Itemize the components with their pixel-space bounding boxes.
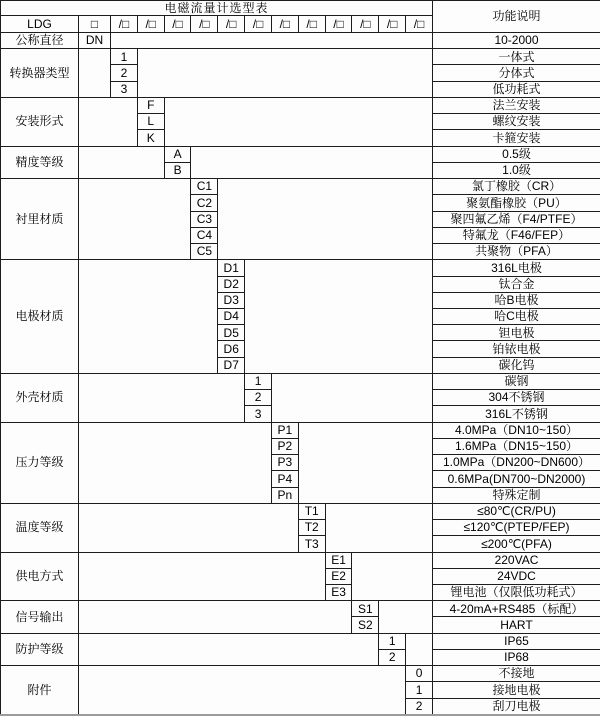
group-label-13: 附件: [1, 666, 79, 715]
spacer-left-12: [79, 633, 379, 665]
option-code-12-1: 1: [379, 633, 406, 649]
spacer-right-12: [406, 633, 433, 665]
option-desc-11-1: 4-20mA+RS485（标配）: [432, 601, 600, 617]
spacer-left-10: [79, 552, 326, 601]
option-desc-8-4: 0.6MPa(DN700~DN2000): [432, 471, 600, 487]
option-desc-9-3: ≤200℃(PFA): [432, 536, 600, 552]
option-code-2-3: 3: [111, 81, 138, 97]
option-desc-10-3: 锂电池（仅限低功耗式）: [432, 584, 600, 600]
option-desc-3-2: 螺纹安装: [432, 114, 600, 130]
spacer-left-5: [79, 179, 191, 260]
spacer-left-3: [79, 97, 138, 146]
spacer-right-10: [352, 552, 433, 601]
group-label-7: 外壳材质: [1, 373, 79, 422]
model-slot-3: /□: [164, 16, 191, 33]
option-desc-8-3: 1.0MPa（DN200~DN600）: [432, 455, 600, 471]
option-desc-12-2: IP68: [432, 649, 600, 665]
model-slot-9: /□: [325, 16, 352, 33]
option-code-7-3: 3: [245, 406, 272, 422]
table-body: [1, 1, 600, 715]
option-code-6-1: D1: [218, 260, 245, 276]
function-header: 功能说明: [432, 1, 600, 33]
option-code-6-3: D3: [218, 292, 245, 308]
option-code-3-1: F: [137, 97, 164, 113]
group-label-6: 电极材质: [1, 260, 79, 374]
option-code-4-1: A: [164, 146, 191, 162]
spacer-right-2: [137, 49, 432, 98]
group-label-5: 衬里材质: [1, 179, 79, 260]
option-desc-10-1: 220VAC: [432, 552, 600, 568]
model-slot-2: /□: [137, 16, 164, 33]
option-desc-6-5: 钽电极: [432, 325, 600, 341]
option-code-5-5: C5: [191, 244, 218, 260]
option-code-2-1: 1: [111, 49, 138, 65]
option-desc-13-2: 接地电极: [432, 682, 600, 698]
option-desc-13-3: 刮刀电极: [432, 698, 600, 714]
spacer-right-7: [271, 373, 432, 422]
model-slot-7: /□: [271, 16, 298, 33]
option-desc-7-3: 316L不锈钢: [432, 406, 600, 422]
option-code-8-2: P2: [271, 438, 298, 454]
option-code-11-2: S2: [352, 617, 379, 633]
option-desc-2-3: 低功耗式: [432, 81, 600, 97]
option-code-8-4: P4: [271, 471, 298, 487]
option-code-5-1: C1: [191, 179, 218, 195]
spacer-left-6: [79, 260, 218, 374]
option-desc-7-1: 碳钢: [432, 373, 600, 389]
option-desc-5-1: 氯丁橡胶（CR）: [432, 179, 600, 195]
group-label-3: 安装形式: [1, 97, 79, 146]
model-slot-11: /□: [379, 16, 406, 33]
option-code-6-7: D7: [218, 357, 245, 373]
group-label-4: 精度等级: [1, 146, 79, 178]
group-label-12: 防护等级: [1, 633, 79, 665]
spacer-right-9: [325, 503, 432, 552]
option-code-7-1: 1: [245, 373, 272, 389]
option-desc-13-1: 不接地: [432, 666, 600, 682]
model-slot-10: /□: [352, 16, 379, 33]
option-code-3-2: L: [137, 114, 164, 130]
option-desc-4-1: 0.5级: [432, 146, 600, 162]
spacer-left-7: [79, 373, 245, 422]
spacer-left-13: [79, 666, 406, 715]
option-code-4-2: B: [164, 162, 191, 178]
option-desc-5-3: 聚四氟乙烯（F4/PTFE）: [432, 211, 600, 227]
option-desc-2-2: 分体式: [432, 65, 600, 81]
option-desc-3-1: 法兰安装: [432, 97, 600, 113]
option-desc-6-3: 哈B电极: [432, 292, 600, 308]
group-label-10: 供电方式: [1, 552, 79, 601]
option-code-2-2: 2: [111, 65, 138, 81]
option-desc-6-6: 铂铱电极: [432, 341, 600, 357]
option-code-10-2: E2: [325, 568, 352, 584]
option-code-6-5: D5: [218, 325, 245, 341]
option-code-13-1: 0: [406, 666, 433, 682]
option-desc-1-1: 10-2000: [432, 33, 600, 49]
spacer-left-8: [79, 422, 272, 503]
spacer-right-6: [245, 260, 433, 374]
option-code-5-2: C2: [191, 195, 218, 211]
option-desc-6-7: 碳化钨: [432, 357, 600, 373]
spacer-right-3: [164, 97, 432, 146]
option-desc-5-5: 共聚物（PFA）: [432, 244, 600, 260]
option-desc-2-1: 一体式: [432, 49, 600, 65]
option-code-13-2: 1: [406, 682, 433, 698]
option-desc-9-1: ≤80℃(CR/PU): [432, 503, 600, 519]
group-label-9: 温度等级: [1, 503, 79, 552]
option-desc-3-3: 卡箍安装: [432, 130, 600, 146]
table-title: 电磁流量计选型表: [1, 1, 433, 16]
spacer-right-5: [218, 179, 433, 260]
option-code-6-6: D6: [218, 341, 245, 357]
option-desc-8-5: 特殊定制: [432, 487, 600, 503]
group-label-1: 公称直径: [1, 33, 79, 49]
option-code-6-2: D2: [218, 276, 245, 292]
option-desc-6-4: 哈C电极: [432, 308, 600, 324]
spacer-right-4: [191, 146, 433, 178]
spacer-left-11: [79, 601, 352, 633]
option-code-5-3: C3: [191, 211, 218, 227]
model-slot-1: /□: [111, 16, 138, 33]
option-code-7-2: 2: [245, 390, 272, 406]
option-code-6-4: D4: [218, 308, 245, 324]
group-label-11: 信号输出: [1, 601, 79, 633]
group-label-8: 压力等级: [1, 422, 79, 503]
option-desc-12-1: IP65: [432, 633, 600, 649]
group-label-2: 转换器类型: [1, 49, 79, 98]
option-desc-4-2: 1.0级: [432, 162, 600, 178]
option-desc-8-2: 1.6MPa（DN15~150）: [432, 438, 600, 454]
option-code-8-3: P3: [271, 455, 298, 471]
option-desc-6-1: 316L电极: [432, 260, 600, 276]
option-desc-10-2: 24VDC: [432, 568, 600, 584]
option-code-10-1: E1: [325, 552, 352, 568]
option-code-9-3: T3: [298, 536, 325, 552]
option-desc-7-2: 304不锈钢: [432, 390, 600, 406]
model-slot-6: /□: [245, 16, 272, 33]
option-desc-11-2: HART: [432, 617, 600, 633]
option-code-13-3: 2: [406, 698, 433, 714]
model-first-box: □: [79, 16, 111, 33]
spacer-left-9: [79, 503, 299, 552]
option-code-10-3: E3: [325, 584, 352, 600]
option-code-1-1: DN: [79, 33, 111, 49]
model-slot-12: /□: [406, 16, 433, 33]
option-code-9-2: T2: [298, 520, 325, 536]
option-code-5-4: C4: [191, 227, 218, 243]
option-code-11-1: S1: [352, 601, 379, 617]
spacer-left-2: [79, 49, 111, 98]
spacer-right-1: [111, 33, 433, 49]
option-desc-6-2: 钛合金: [432, 276, 600, 292]
option-desc-9-2: ≤120℃(PTEP/FEP): [432, 520, 600, 536]
option-code-9-1: T1: [298, 503, 325, 519]
option-code-3-3: K: [137, 130, 164, 146]
model-slot-4: /□: [191, 16, 218, 33]
model-slot-8: /□: [298, 16, 325, 33]
option-desc-8-1: 4.0MPa（DN10~150）: [432, 422, 600, 438]
spacer-right-8: [298, 422, 432, 503]
option-desc-5-2: 聚氨酯橡胶（PU）: [432, 195, 600, 211]
option-desc-5-4: 特氟龙（F46/FEP）: [432, 227, 600, 243]
model-prefix: LDG: [1, 16, 79, 33]
option-code-8-5: Pn: [271, 487, 298, 503]
option-code-8-1: P1: [271, 422, 298, 438]
spacer-left-4: [79, 146, 165, 178]
option-code-12-2: 2: [379, 649, 406, 665]
spacer-right-11: [379, 601, 433, 633]
model-slot-5: /□: [218, 16, 245, 33]
